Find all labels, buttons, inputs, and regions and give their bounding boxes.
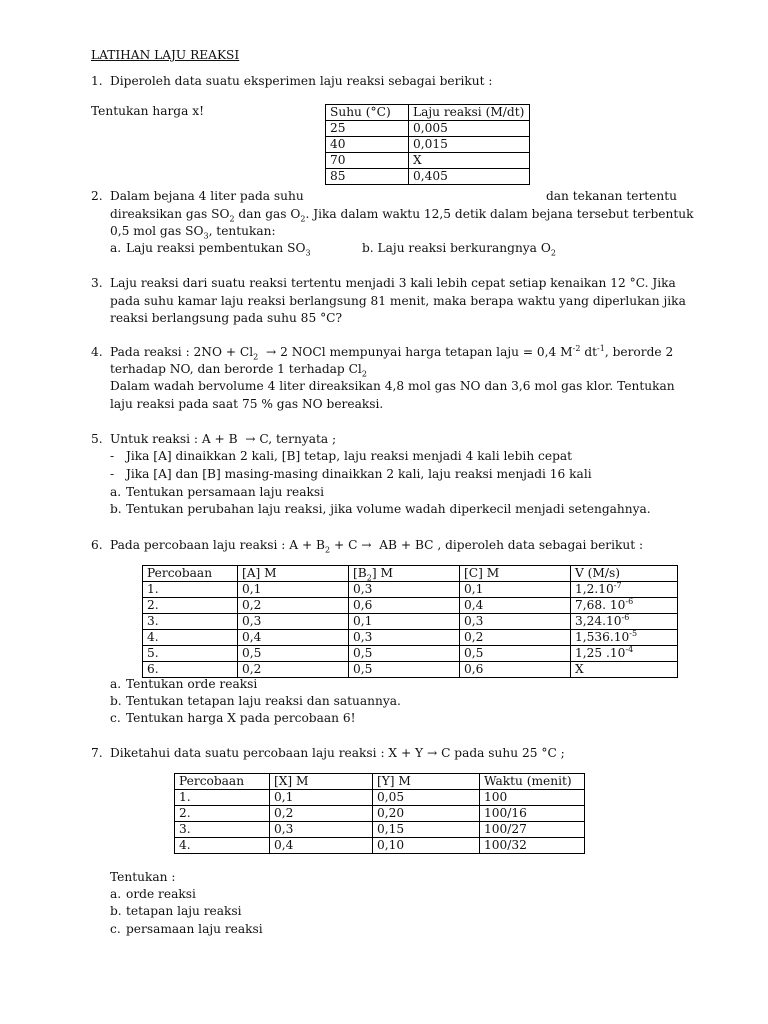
q6-c-label: c. [110,711,121,725]
q2-line2: direaksikan gas $SO_2$ dan gas $O_2$. Jika dalam waktu 12,5 detik dalam bejana tersebut terbentuk [110,207,694,224]
table-cell: 0,4 [270,838,373,854]
table-cell: 0,4 [238,630,349,646]
q3-line1: Laju reaksi dari suatu reaksi tertentu menjadi 3 kali lebih cepat setiap kenaikan 12 °C. Jika [110,276,676,290]
q3-number: 3. [91,276,103,290]
table-cell: 0,3 [238,614,349,630]
table-cell: $1,536.10^{-5}$ [571,630,678,646]
table-row [143,646,678,662]
table-cell: 0,015 [409,137,530,153]
table-header-cell: Suhu (°C) [326,105,409,121]
table-cell: 1. [143,582,238,598]
table-row [326,121,530,137]
table-header-cell: $[B_2]$ M [349,566,460,582]
table-cell: 0,4 [460,598,571,614]
table-header-cell: Percobaan [175,774,270,790]
q3-line2: pada suhu kamar laju reaksi berlangsung 81 menit, maka berapa waktu yang diperlukan jika [110,294,686,308]
q2-a-label: a. [110,241,122,255]
table-cell: 0,3 [270,822,373,838]
table-row [175,838,585,854]
table-row [326,169,530,185]
table-header-cell: V (M/s) [571,566,678,582]
table-cell: 0,3 [460,614,571,630]
q1-number: 1. [91,74,103,88]
table-cell: $3,24.10^{-6}$ [571,614,678,630]
table-cell: 0,5 [238,646,349,662]
table-cell: 0,3 [349,630,460,646]
arrow-icon: → [426,746,438,760]
arrow-icon: → [245,432,256,446]
q5-a-label: a. [110,485,122,499]
table-cell: 2. [143,598,238,614]
table-row [143,614,678,630]
arrow-icon: → [361,538,372,552]
table-header-cell: [Y] M [373,774,480,790]
table-cell: 5. [143,646,238,662]
q7-table [174,773,585,854]
table-row [143,662,678,678]
table-header-cell: Waktu (menit) [480,774,585,790]
q7-c-label: c. [110,922,121,936]
table-header-row [326,105,530,121]
table-row [143,630,678,646]
table-cell: X [409,153,530,169]
table-cell: 3. [175,822,270,838]
table-cell: 0,05 [373,790,480,806]
table-cell: 0,6 [349,598,460,614]
table-cell: 1,25 $.10^{-4}$ [571,646,678,662]
table-cell: 0,20 [373,806,480,822]
q7-line1: Diketahui data suatu percobaan laju reaksi : X + Y → C pada suhu 25 °C ; [110,746,565,760]
table-cell: 0,005 [409,121,530,137]
table-cell: 0,5 [460,646,571,662]
table-cell: 0,10 [373,838,480,854]
table-header-cell: Laju reaksi (M/dt) [409,105,530,121]
table-cell: 0,5 [349,662,460,678]
q5-dash: - [110,449,115,463]
q5-b-label: b. [110,502,122,516]
q5-point2: Jika [A] dan [B] masing-masing dinaikkan 2 kali, laju reaksi menjadi 16 kali [126,467,592,481]
q5-number: 5. [91,432,103,446]
table-cell: 0,5 [349,646,460,662]
table-cell: 0,2 [460,630,571,646]
q6-b: Tentukan tetapan laju reaksi dan satuannya. [126,694,401,708]
page-title: LATIHAN LAJU REAKSI [91,48,240,62]
table-cell: 0,1 [460,582,571,598]
q6-a: Tentukan orde reaksi [126,677,258,691]
table-cell: 3. [143,614,238,630]
q2-line1-b: dan tekanan tertentu [545,189,677,203]
q7-a-label: a. [110,887,122,901]
table-header-row [175,774,585,790]
table-cell: 1. [175,790,270,806]
table-cell: 0,3 [349,582,460,598]
table-header-row [143,566,678,582]
table-cell: 0,2 [238,662,349,678]
q5-dash: - [110,467,115,481]
q7-c: persamaan laju reaksi [126,922,263,936]
table-cell: $1,2.10^{-7}$ [571,582,678,598]
table-cell: 85 [326,169,409,185]
q1-task: Tentukan harga x! [91,104,205,118]
q5-line1: Untuk reaksi : A + B → C, ternyata ; [110,432,337,446]
q5-b: Tentukan perubahan laju reaksi, jika volume wadah diperkecil menjadi setengahnya. [126,502,651,516]
table-row [143,582,678,598]
q3-line3: reaksi berlangsung pada suhu 85 °C? [110,311,343,325]
table-cell: 0,1 [349,614,460,630]
q2-b: b. Laju reaksi berkurangnya $O_2$ [362,241,556,258]
table-header-cell: [A] M [238,566,349,582]
table-cell: 0,2 [238,598,349,614]
table-cell: 0,1 [238,582,349,598]
table-header-cell: Percobaan [143,566,238,582]
q7-b-label: b. [110,904,122,918]
table-cell: 6. [143,662,238,678]
q4-number: 4. [91,345,103,359]
q4-line1: Pada reaksi : $2NO + Cl_2 \to 2$ NOCl mempunyai harga tetapan laju = 0,4 $M^{-2}$ $dt^{-1}$, berorde 2 [110,343,674,362]
q6-line1: Pada percobaan laju reaksi : $A + B_2 + C$ → AB + BC , diperoleh data sebagai berikut : [110,538,644,555]
q5-a: Tentukan persamaan laju reaksi [126,485,325,499]
table-cell: 0,2 [270,806,373,822]
table-cell: 4. [143,630,238,646]
table-cell: 7,68. $10^{-6}$ [571,598,678,614]
q4-line3: Dalam wadah bervolume 4 liter direaksikan 4,8 mol gas NO dan 3,6 mol gas klor. Tentukan [110,379,675,393]
table-cell: 70 [326,153,409,169]
q2-line3: 0,5 mol gas $SO_3$, tentukan: [110,224,276,241]
q4-line4: laju reaksi pada saat 75 % gas NO bereaksi. [110,397,384,411]
q6-c: Tentukan harga X pada percobaan 6! [126,711,356,725]
q7-b: tetapan laju reaksi [126,904,242,918]
q6-table [142,565,678,678]
q2-a: Laju reaksi pembentukan $SO_3$ [126,241,311,258]
table-header-cell: [X] M [270,774,373,790]
q7-a: orde reaksi [126,887,196,901]
q2-line1-a: Dalam bejana 4 liter pada suhu [110,189,304,203]
arrow-icon: → [266,345,277,359]
table-cell: 0,405 [409,169,530,185]
table-cell: 100/16 [480,806,585,822]
q7-task: Tentukan : [110,870,176,884]
table-cell: 25 [326,121,409,137]
table-row [175,822,585,838]
q6-b-label: b. [110,694,122,708]
table-row [326,137,530,153]
table-cell: 0,6 [460,662,571,678]
table-row [175,806,585,822]
table-cell: 0,1 [270,790,373,806]
q1-text: Diperoleh data suatu eksperimen laju reaksi sebagai berikut : [110,74,493,88]
q6-a-label: a. [110,677,122,691]
q1-table [325,104,530,185]
table-cell: 100/27 [480,822,585,838]
table-header-cell: [C] M [460,566,571,582]
table-row [326,153,530,169]
q5-point1: Jika [A] dinaikkan 2 kali, [B] tetap, laju reaksi menjadi 4 kali lebih cepat [126,449,573,463]
table-cell: 0,15 [373,822,480,838]
table-cell: 2. [175,806,270,822]
table-cell: 40 [326,137,409,153]
q6-number: 6. [91,538,103,552]
q7-number: 7. [91,746,103,760]
table-cell: 100 [480,790,585,806]
table-row [175,790,585,806]
q4-line2: terhadap NO, dan berorde 1 terhadap $Cl_2$ [110,362,367,379]
q2-number: 2. [91,189,103,203]
table-cell: 100/32 [480,838,585,854]
table-cell: 4. [175,838,270,854]
table-cell: X [571,662,678,678]
table-row [143,598,678,614]
